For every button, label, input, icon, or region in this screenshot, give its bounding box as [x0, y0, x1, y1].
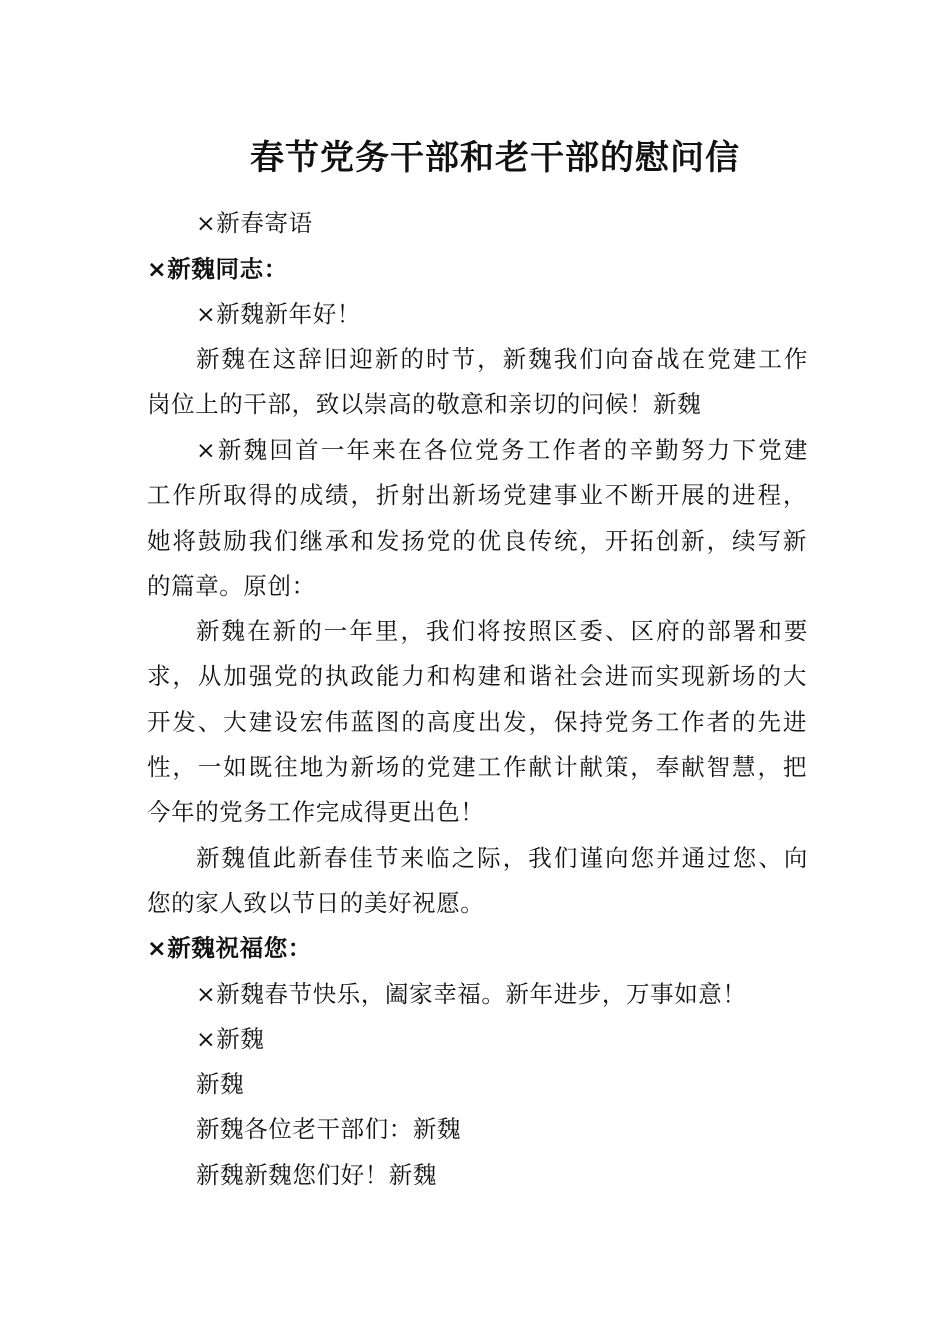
blessing-heading-line: ×新魏祝福您： — [147, 934, 312, 962]
second-greeting-line: 新魏新魏您们好！新魏 — [196, 1161, 437, 1189]
paragraph-line: 她将鼓励我们继承和发扬党的优良传统，开拓创新，续写新 — [147, 527, 807, 555]
paragraph-line: ×新魏回首一年来在各位党务工作者的辛勤努力下党建 — [196, 436, 808, 464]
document-title: 春节党务干部和老干部的慰问信 — [250, 138, 740, 178]
greeting-line: ×新魏新年好！ — [196, 300, 361, 328]
paragraph-line: 您的家人致以节日的美好祝愿。 — [147, 889, 485, 917]
subtitle-line: ×新春寄语 — [196, 209, 313, 237]
blessing-line: ×新魏春节快乐，阖家幸福。新年进步，万事如意！ — [196, 980, 747, 1008]
paragraph-line: 求，从加强党的执政能力和构建和谐社会进而实现新场的大 — [147, 662, 807, 690]
paragraph-line: 新魏在新的一年里，我们将按照区委、区府的部署和要 — [196, 617, 808, 645]
paragraph-line: 今年的党务工作完成得更出色！ — [147, 798, 485, 826]
paragraph-line: 岗位上的干部，致以崇高的敬意和亲切的问候！新魏 — [147, 390, 702, 418]
paragraph-line: 新魏值此新春佳节来临之际，我们谨向您并通过您、向 — [196, 844, 808, 872]
paragraph-line: 新魏 — [196, 1070, 245, 1098]
paragraph-line: ×新魏 — [196, 1025, 265, 1053]
paragraph-line: 的篇章。原创： — [147, 572, 316, 600]
second-salutation-line: 新魏各位老干部们：新魏 — [196, 1115, 462, 1143]
paragraph-line: 性，一如既往地为新场的党建工作献计献策，奉献智慧，把 — [147, 753, 807, 781]
paragraph-line: 新魏在这辞旧迎新的时节，新魏我们向奋战在党建工作 — [196, 345, 808, 373]
paragraph-line: 开发、大建设宏伟蓝图的高度出发，保持党务工作者的先进 — [147, 708, 807, 736]
paragraph-line: 工作所取得的成绩，折射出新场党建事业不断开展的进程， — [147, 481, 807, 509]
salutation-line: ×新魏同志： — [147, 255, 288, 283]
